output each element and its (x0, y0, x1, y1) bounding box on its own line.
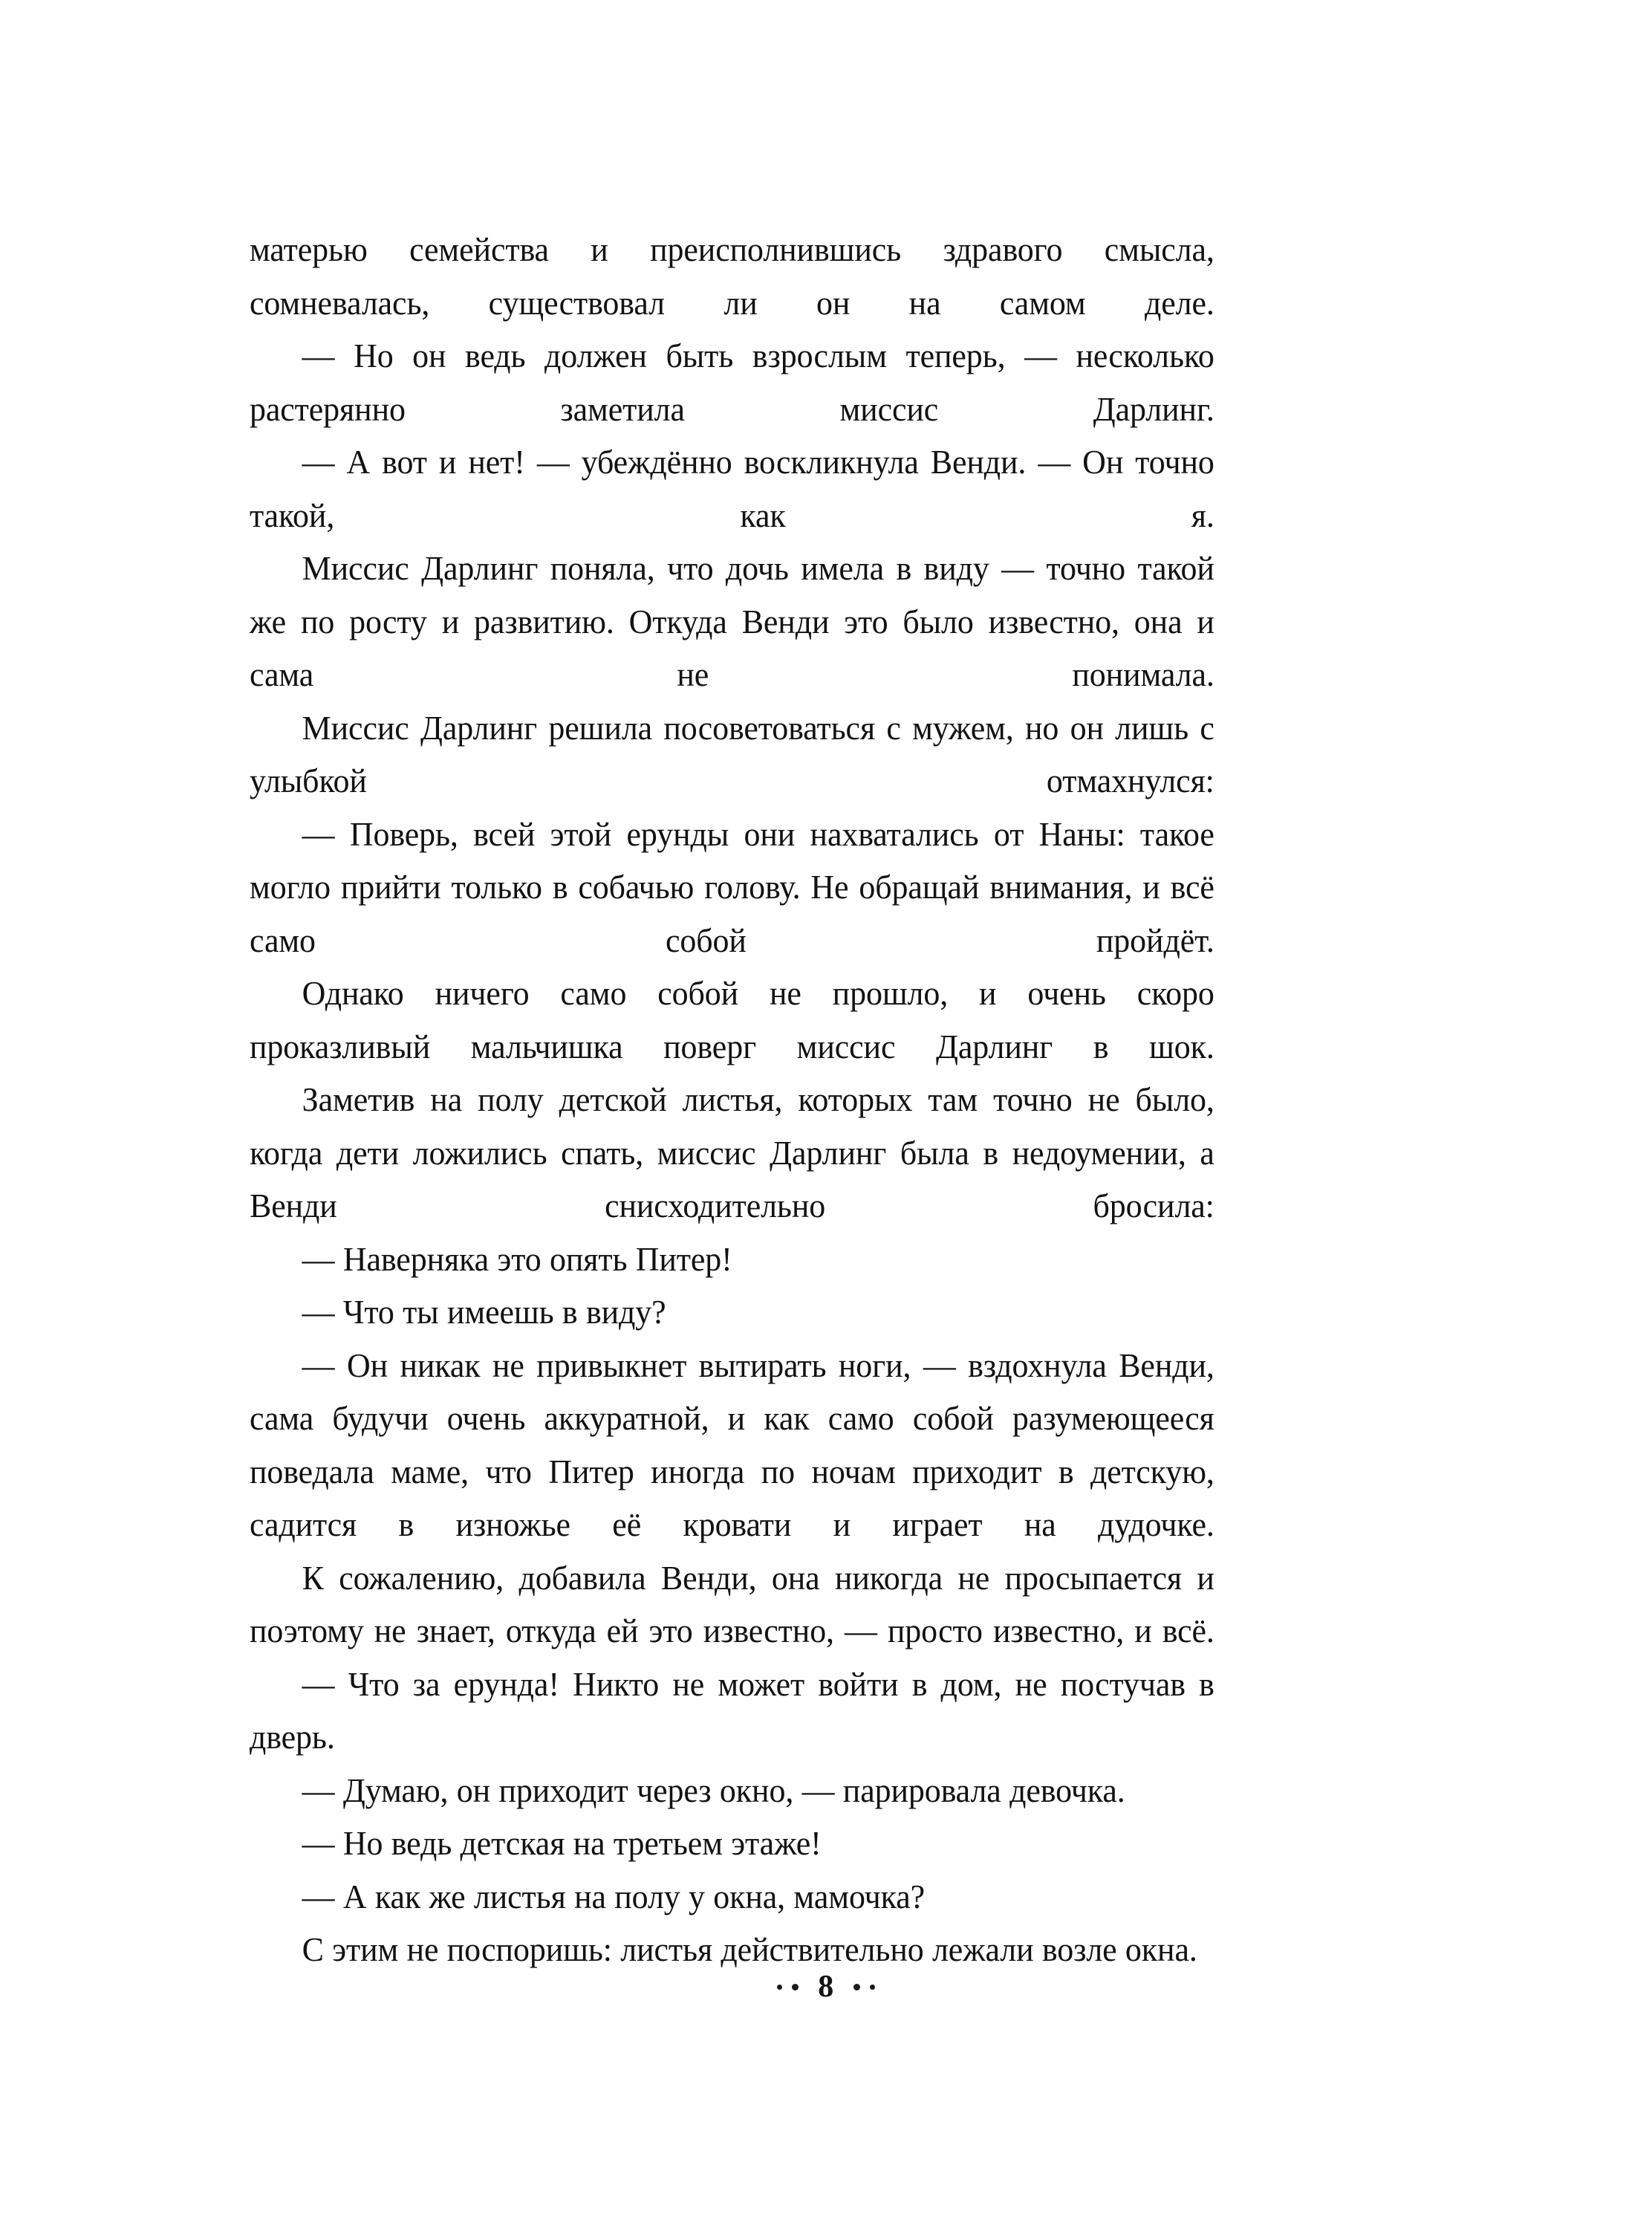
page-number: 8 (818, 1970, 834, 2004)
paragraph: К сожалению, добавила Венди, она никогда не просыпается и поэтому не знает, откуда ей это известно, — просто известно, и всё. (250, 1558, 1214, 1649)
paragraph: — А вот и нет! — убеждённо воскликнула Венди. — Он точно такой, как я. (250, 443, 1214, 534)
body-text-column (250, 223, 1260, 1976)
folio-dot-icon (777, 1985, 782, 1990)
page-footer-folio (0, 1971, 1652, 2002)
paragraph: Однако ничего само собой не прошло, и очень скоро проказливый мальчишка поверг миссис Дарлинг в шок. (250, 974, 1214, 1065)
paragraph: — Но он ведь должен быть взрослым теперь, — несколько растерянно заметила миссис Дарлинг. (250, 337, 1214, 428)
paragraph: — Он никак не привыкнет вытирать ноги, — вздохнула Венди, сама будучи очень аккуратной, и как само собой разумеющееся поведала маме, что Питер иногда по ночам приходит в детскую, садится в изножье её кровати и играет на дудочке. (250, 1346, 1214, 1543)
paragraph: — А как же листья на полу у окна, мамочка? (302, 1877, 926, 1915)
paragraph: С этим не поспоришь: листья действительно лежали возле окна. (302, 1930, 1197, 1968)
paragraph: — Думаю, он приходит через окно, — парировала девочка. (302, 1771, 1125, 1809)
folio-dot-icon (792, 1984, 799, 1990)
paragraph: Заметив на полу детской листья, которых там точно не было, когда дети ложились спать, миссис Дарлинг была в недоумении, а Венди снисходительно бросила: (250, 1080, 1214, 1224)
folio-right-ornament-icon (853, 1984, 875, 1990)
paragraph: Миссис Дарлинг поняла, что дочь имела в виду — точно такой же по росту и развитию. Откуда Венди это было известно, она и сама не понимала. (250, 549, 1214, 693)
paragraph: — Наверняка это опять Питер! (302, 1239, 732, 1278)
paragraph: — Что за ерунда! Никто не может войти в дом, не постучав в дверь. (250, 1664, 1214, 1756)
paragraph: матерью семейства и преисполнившись здравого смысла, сомневалась, существовал ли он на самом деле. (250, 230, 1214, 322)
paragraph: — Поверь, всей этой ерунды они нахватались от Наны: такое могло прийти только в собачью голову. Не обращай внимания, и всё само собой пройдёт. (250, 814, 1214, 959)
folio-dot-icon (853, 1984, 860, 1990)
paragraph: — Но ведь детская на третьем этаже! (302, 1824, 822, 1862)
paragraph: — Что ты имеешь в виду? (302, 1293, 666, 1331)
folio-left-ornament-icon (777, 1984, 799, 1990)
folio-dot-icon (870, 1985, 875, 1990)
paragraph: Миссис Дарлинг решила посоветоваться с мужем, но он лишь с улыбкой отмахнулся: (250, 708, 1214, 799)
